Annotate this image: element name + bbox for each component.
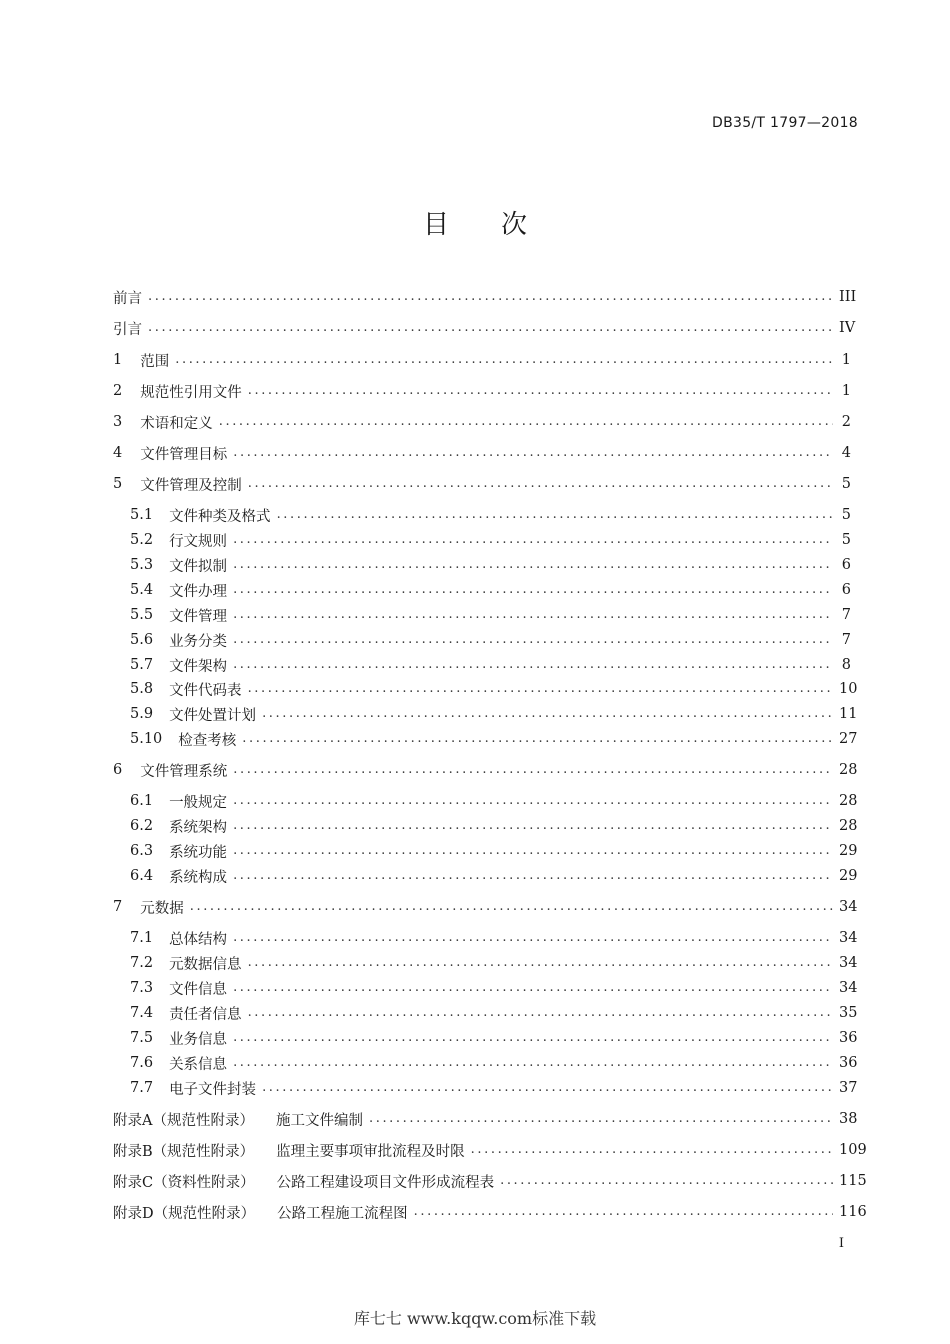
toc-entry-label: 电子文件封装 <box>169 1081 257 1098</box>
toc-leader-dots <box>262 1077 833 1099</box>
toc-entry-number: 附录A（规范性附录） <box>113 1112 254 1129</box>
toc-entry-number: 5.7 <box>130 657 154 673</box>
toc-entry-number: 4 <box>113 445 123 461</box>
toc-entry-page: 11 <box>839 706 858 722</box>
toc-entry[interactable] <box>130 1002 858 1024</box>
toc-entry[interactable] <box>130 952 858 974</box>
toc-entry-label: 文件管理 <box>169 608 228 625</box>
toc-entry-number: 附录B（规范性附录） <box>113 1143 255 1160</box>
toc-entry-number: 5.9 <box>130 706 154 722</box>
toc-entry[interactable] <box>130 790 858 812</box>
toc-entry-number: 7.4 <box>130 1005 154 1021</box>
toc-entry-label: 文件拟制 <box>169 558 228 575</box>
toc-entry-label: 文件管理及控制 <box>140 477 242 494</box>
toc-entry-number: 6.2 <box>130 818 154 834</box>
toc-entry-page: 1 <box>841 352 851 368</box>
toc-entry-number: 6.3 <box>130 843 154 859</box>
page-number: I <box>838 1236 844 1251</box>
page-title <box>0 204 950 241</box>
toc-entry-label: 监理主要事项审批流程及时限 <box>276 1143 465 1160</box>
toc-entry-page: 28 <box>839 762 858 778</box>
toc-entry-label: 系统构成 <box>169 869 228 886</box>
toc-leader-dots <box>233 654 833 676</box>
toc-entry[interactable] <box>130 728 858 750</box>
toc-leader-dots <box>233 815 833 837</box>
toc-entry-label: 总体结构 <box>169 931 228 948</box>
toc-entry-label: 检查考核 <box>178 732 237 749</box>
title-char-1: 目 <box>422 210 449 240</box>
toc-entry-label: 系统功能 <box>169 844 228 861</box>
toc-entry-label: 施工文件编制 <box>275 1112 363 1129</box>
toc-entry-label: 一般规定 <box>169 794 228 811</box>
toc-entry-label: 引言 <box>113 321 142 338</box>
toc-entry-page: 36 <box>839 1030 858 1046</box>
toc-entry-label: 元数据信息 <box>169 956 242 973</box>
toc-entry[interactable] <box>113 1201 867 1223</box>
toc-leader-dots <box>233 840 833 862</box>
toc-entry-page: 1 <box>841 383 851 399</box>
toc-entry[interactable] <box>113 317 856 339</box>
toc-entry[interactable] <box>113 1139 867 1161</box>
toc-entry[interactable] <box>130 977 858 999</box>
toc-entry-page: 4 <box>841 445 851 461</box>
toc-entry-page: 29 <box>839 843 858 859</box>
toc-entry-page: 34 <box>839 899 858 915</box>
toc-entry-page: 10 <box>839 681 858 697</box>
toc-leader-dots <box>369 1108 833 1130</box>
toc-leader-dots <box>233 604 833 626</box>
toc-entry-label: 文件架构 <box>169 658 228 675</box>
toc-entry[interactable] <box>130 840 858 862</box>
toc-entry[interactable] <box>130 529 851 551</box>
title-char-2: 次 <box>501 210 528 240</box>
toc-entry[interactable] <box>130 604 851 626</box>
toc-entry-label: 业务分类 <box>169 633 228 650</box>
toc-leader-dots <box>248 678 833 700</box>
toc-leader-dots <box>233 865 833 887</box>
toc-entry[interactable] <box>113 411 851 433</box>
toc-entry[interactable] <box>113 473 851 495</box>
toc-entry-page: 34 <box>839 955 858 971</box>
toc-leader-dots <box>500 1170 833 1192</box>
toc-leader-dots <box>190 896 833 918</box>
toc-leader-dots <box>277 504 833 526</box>
toc-entry-label: 文件管理目标 <box>140 446 228 463</box>
toc-entry[interactable] <box>130 554 851 576</box>
toc-leader-dots <box>219 411 833 433</box>
toc-entry-number: 1 <box>113 352 123 368</box>
toc-entry-page: 116 <box>839 1204 867 1220</box>
toc-entry[interactable] <box>130 1027 858 1049</box>
toc-entry-number: 5.1 <box>130 507 154 523</box>
toc-entry-page: 2 <box>841 414 851 430</box>
toc-entry[interactable] <box>113 286 857 308</box>
toc-entry-page: III <box>839 289 857 305</box>
toc-leader-dots <box>233 554 833 576</box>
toc-entry-number: 7 <box>113 899 123 915</box>
toc-entry-label: 术语和定义 <box>140 415 213 432</box>
toc-leader-dots <box>175 349 833 371</box>
toc-leader-dots <box>233 790 833 812</box>
toc-entry-number: 7.5 <box>130 1030 154 1046</box>
toc-entry-label: 文件信息 <box>169 981 228 998</box>
toc-entry-label: 公路工程建设项目文件形成流程表 <box>276 1174 495 1191</box>
toc-leader-dots <box>471 1139 833 1161</box>
toc-leader-dots <box>233 1052 833 1074</box>
toc-entry[interactable] <box>113 442 851 464</box>
toc-entry-page: 35 <box>839 1005 858 1021</box>
toc-entry-page: 5 <box>841 476 851 492</box>
toc-entry-number: 3 <box>113 414 123 430</box>
toc-leader-dots <box>248 380 833 402</box>
toc-entry-number: 7.7 <box>130 1080 154 1096</box>
toc-entry-label: 行文规则 <box>169 533 228 550</box>
toc-leader-dots <box>148 286 833 308</box>
toc-entry-page: 36 <box>839 1055 858 1071</box>
toc-entry-number: 6.4 <box>130 868 154 884</box>
toc-entry-number: 6.1 <box>130 793 154 809</box>
toc-entry[interactable] <box>130 703 858 725</box>
toc-entry-label: 业务信息 <box>169 1031 228 1048</box>
toc-entry-page: 29 <box>839 868 858 884</box>
toc-entry[interactable] <box>130 579 851 601</box>
toc-entry[interactable] <box>130 1077 858 1099</box>
toc-entry[interactable] <box>113 1108 858 1130</box>
toc-entry-label: 规范性引用文件 <box>140 384 242 401</box>
toc-entry-page: IV <box>839 320 856 336</box>
toc-entry-page: 28 <box>839 818 858 834</box>
toc-entry[interactable] <box>130 678 858 700</box>
toc-entry-label: 元数据 <box>140 900 184 917</box>
toc-entry-page: 6 <box>841 557 851 573</box>
toc-entry-page: 7 <box>841 632 851 648</box>
toc-entry-label: 前言 <box>113 290 142 307</box>
toc-entry-page: 6 <box>841 582 851 598</box>
toc-entry-number: 5.3 <box>130 557 154 573</box>
standard-number: DB35/T 1797—2018 <box>712 115 858 131</box>
toc-entry[interactable] <box>130 815 858 837</box>
toc-entry-page: 5 <box>841 507 851 523</box>
toc-entry-label: 文件办理 <box>169 583 228 600</box>
toc-entry-page: 28 <box>839 793 858 809</box>
toc-leader-dots <box>233 1027 833 1049</box>
toc-entry-page: 34 <box>839 930 858 946</box>
toc-entry-number: 5.5 <box>130 607 154 623</box>
toc-entry-number: 附录D（规范性附录） <box>113 1205 256 1222</box>
toc-entry-page: 7 <box>841 607 851 623</box>
toc-entry-number: 2 <box>113 383 123 399</box>
toc-entry-number: 5.10 <box>130 731 163 747</box>
toc-leader-dots <box>248 1002 833 1024</box>
toc-entry[interactable] <box>130 927 858 949</box>
toc-entry-number: 7.1 <box>130 930 154 946</box>
toc-entry[interactable] <box>113 349 851 371</box>
toc-entry-number: 7.2 <box>130 955 154 971</box>
toc-leader-dots <box>233 759 833 781</box>
toc-entry[interactable] <box>130 504 851 526</box>
toc-leader-dots <box>414 1201 833 1223</box>
toc-entry[interactable] <box>130 629 851 651</box>
toc-entry-number: 5.8 <box>130 681 154 697</box>
toc-leader-dots <box>233 529 833 551</box>
toc-entry[interactable] <box>130 1052 858 1074</box>
toc-entry-label: 责任者信息 <box>169 1006 242 1023</box>
toc-entry[interactable] <box>113 380 851 402</box>
toc-entry-page: 27 <box>839 731 858 747</box>
toc-entry-label: 系统架构 <box>169 819 228 836</box>
toc-leader-dots <box>233 927 833 949</box>
toc-entry-label: 范围 <box>140 353 170 370</box>
toc-entry-number: 5.2 <box>130 532 154 548</box>
toc-leader-dots <box>233 442 833 464</box>
toc-entry[interactable] <box>130 654 851 676</box>
toc-entry[interactable] <box>130 865 858 887</box>
toc-entry-label: 文件管理系统 <box>140 763 228 780</box>
toc-entry-page: 38 <box>839 1111 858 1127</box>
toc-entry-number: 6 <box>113 762 123 778</box>
toc-entry-label: 公路工程施工流程图 <box>277 1205 408 1222</box>
toc-entry-label: 关系信息 <box>169 1056 228 1073</box>
toc-leader-dots <box>233 629 833 651</box>
toc-entry-page: 5 <box>841 532 851 548</box>
toc-leader-dots <box>248 952 833 974</box>
toc-entry-number: 5.4 <box>130 582 154 598</box>
toc-entry-label: 文件处置计划 <box>169 707 257 724</box>
toc-entry-label: 文件代码表 <box>169 682 242 699</box>
toc-leader-dots <box>233 579 833 601</box>
toc-entry[interactable] <box>113 759 858 781</box>
toc-entry[interactable] <box>113 896 858 918</box>
toc-entry-page: 34 <box>839 980 858 996</box>
toc-entry-page: 115 <box>839 1173 867 1189</box>
toc-entry-page: 109 <box>839 1142 867 1158</box>
toc-entry[interactable] <box>113 1170 867 1192</box>
toc-entry-number: 7.3 <box>130 980 154 996</box>
toc-leader-dots <box>233 977 833 999</box>
toc-entry-number: 7.6 <box>130 1055 154 1071</box>
toc-leader-dots <box>248 473 833 495</box>
toc-leader-dots <box>242 728 833 750</box>
toc-entry-label: 文件种类及格式 <box>169 508 271 525</box>
watermark-text: 库七七 www.kqqw.com标准下载 <box>353 1309 597 1328</box>
toc-leader-dots <box>148 317 833 339</box>
toc-entry-page: 37 <box>839 1080 858 1096</box>
toc-entry-number: 5 <box>113 476 123 492</box>
toc-entry-page: 8 <box>841 657 851 673</box>
toc-entry-number: 附录C（资料性附录） <box>113 1174 255 1191</box>
toc-leader-dots <box>262 703 833 725</box>
toc-entry-number: 5.6 <box>130 632 154 648</box>
